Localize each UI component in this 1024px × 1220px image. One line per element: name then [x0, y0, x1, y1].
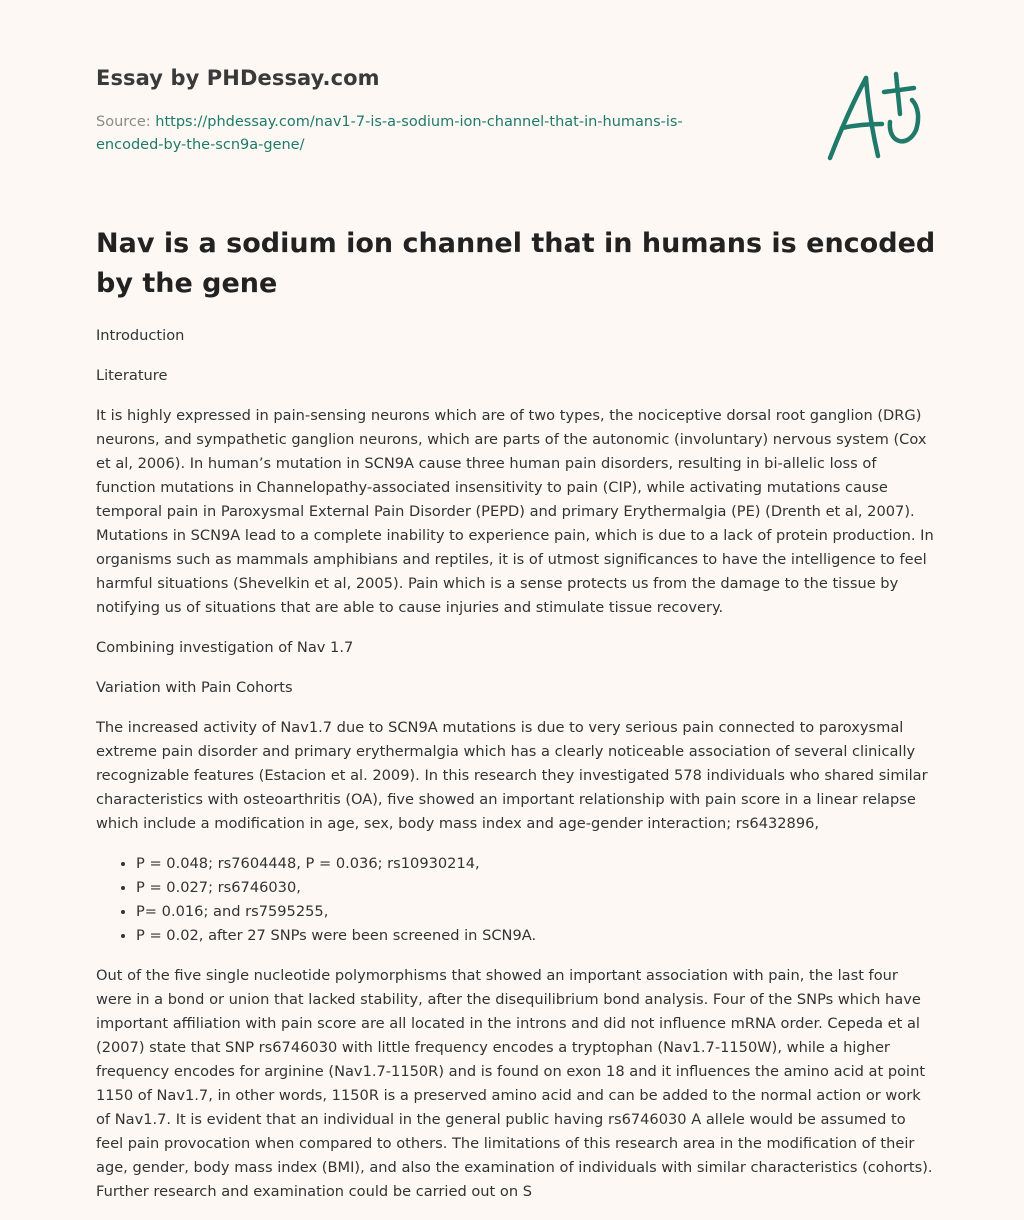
bullet-list — [96, 852, 936, 948]
brand-title: Essay by PHDessay.com — [96, 66, 380, 90]
heading-literature: Literature — [96, 367, 168, 384]
heading-introduction: Introduction — [96, 327, 185, 344]
list-item: • P = 0.048; rs7604448, P = 0.036; rs10930214, — [136, 852, 936, 876]
paragraph: Out of the five single nucleotide polymorphisms that showed an important association with pain, the last four were in a bond or union that lacked stability, after the disequilibrium bond analysis. Four of the SNPs which have important affiliation with pain score are all located in the introns and did not influence mRNA order. Cepeda et al (2007) state that SNP rs6746030 with little frequency encodes a tryptophan (Nav1.7-1150W), while a higher frequency encodes for arginine (Nav1.7-1150R) and is found on exon 18 and it influences the amino acid at point 1150 of Nav1.7, in other words, 1150R is a preserved amino acid and can be added to the normal action or work of Nav1.7. It is evident that an individual in the general public having rs6746030 A allele would be assumed to feel pain provocation when compared to others. The limitations of this research area in the modification of their age, gender, body mass index (BMI), and also the examination of individuals with similar characteristics (cohorts). Further research and examination could be carried out on S — [96, 967, 933, 1200]
list-item: • P = 0.02, after 27 SNPs were been screened in SCN9A. — [136, 924, 936, 948]
a-plus-logo-icon — [826, 70, 926, 166]
essay-title: Nav is a sodium ion channel that in humans is encoded by the gene — [96, 228, 936, 299]
list-item: • P = 0.027; rs6746030, — [136, 876, 936, 900]
paragraph: It is highly expressed in pain-sensing neurons which are of two types, the nociceptive dorsal root ganglion (DRG) neurons, and sympathetic ganglion neurons, which are parts of the autonomic (involuntary) nervous system (Cox et al, 2006). In human’s mutation in SCN9A cause three human pain disorders, resulting in bi-allelic loss of function mutations in Channelopathy-associated insensitivity to pain (CIP), while activating mutations cause temporal pain in Paroxysmal External Pain Disorder (PEPD) and primary Erythermalgia (PE) (Drenth et al, 2007). Mutations in SCN9A lead to a complete inability to experience pain, which is due to a lack of protein production. In organisms such as mammals amphibians and reptiles, it is of utmost significances to have the intelligence to feel harmful situations (Shevelkin et al, 2005). Pain which is a sense protects us from the damage to the tissue by notifying us of situations that are able to cause injuries and stimulate tissue recovery. — [96, 407, 934, 616]
essay-content — [96, 324, 936, 1220]
source-link[interactable]: https://phdessay.com/nav1-7-is-a-sodium-ion-channel-that-in-humans-is-encoded-by-the-scn9a-gene/ — [96, 114, 683, 153]
paragraph: The increased activity of Nav1.7 due to SCN9A mutations is due to very serious pain connected to paroxysmal extreme pain disorder and primary erythermalgia which has a clearly noticeable association of several clinically recognizable features (Estacion et al. 2009). In this research they investigated 578 individuals who shared similar characteristics with osteoarthritis (OA), five showed an important relationship with pain score in a linear relapse which include a modification in age, sex, body mass index and age-gender interaction; rs6432896, — [96, 719, 928, 832]
heading-combining: Combining investigation of Nav 1.7 — [96, 639, 354, 656]
source-label: Source: — [96, 114, 156, 130]
list-item: • P= 0.016; and rs7595255, — [136, 900, 936, 924]
heading-variation: Variation with Pain Cohorts — [96, 679, 293, 696]
source-line — [96, 111, 736, 157]
